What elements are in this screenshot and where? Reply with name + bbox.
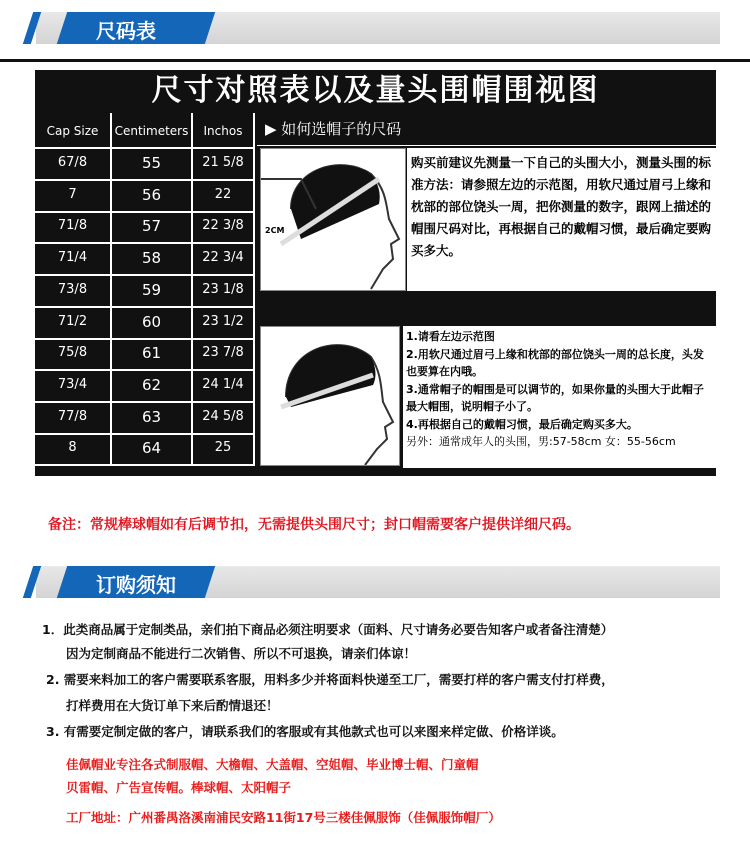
order-item-3: 3. 有需要定制定做的客户，请联系我们的客服或有其他款式也可以来图来样定做、价格详谈。 [46,724,564,739]
section-title: 订购须知 [96,573,176,597]
section-title: 尺码表 [96,19,156,43]
table-cell: 71/8 [35,212,112,244]
guide-text: 购买前建议先测量一下自己的头围大小，测量头围的标准方法：请参照左边的示范图，用软尺通过眉弓上缘和枕部的部位饶头一周，把你测量的数字，跟网上描述的帽围尺码对比，再根据自己的戴帽习惯，最后确定要购买多大。 [407,148,716,291]
guide-step: 另外：通常成年人的头围，男:57-58cm 女：55-56cm [406,435,676,448]
guide-steps [403,326,716,468]
table-cell: 23 1/8 [193,276,255,308]
head-measure-illustration-2 [260,326,400,466]
column-header: Centimeters [112,113,193,149]
table-cell: 73/4 [35,371,112,403]
table-cell: 25 [193,434,255,466]
table-cell: 75/8 [35,339,112,371]
order-item-2: 2. 需要来料加工的客户需要联系客服，用料多少并将面料快递至工厂，需要打样的客户需支付打样费， [46,672,614,687]
order-item-1-cont: 因为定制商品不能进行二次销售、所以不可退换，请亲们体谅！ [66,646,417,661]
table-cell: 8 [35,434,112,466]
guide-step: 3.通常帽子的帽围是可以调节的，如果你量的头围大于此帽子最大帽围，说明帽子小了。 [406,382,704,413]
head-measure-illustration [260,148,406,291]
table-cell: 63 [112,403,193,435]
table-cell: 67/8 [35,149,112,181]
table-cell: 22 3/4 [193,244,255,276]
order-item-2-cont: 打样费用在大货订单下来后酌情退还！ [66,698,279,713]
guide-title: ▶ 如何选帽子的尺码 [257,113,716,146]
table-cell: 7 [35,181,112,213]
guide-step: 2.用软尺通过眉弓上缘和枕部的部位饶头一周的总长度，头发也要算在内哦。 [406,347,704,378]
table-cell: 21 5/8 [193,149,255,181]
table-cell: 71/2 [35,308,112,340]
table-cell: 22 3/8 [193,212,255,244]
company-products: 佳佩帽业专注各式制服帽、大檐帽、大盖帽、空姐帽、毕业博士帽、门童帽 [66,757,479,772]
table-cell: 62 [112,371,193,403]
table-cell: 24 5/8 [193,403,255,435]
table-cell: 23 1/2 [193,308,255,340]
table-cell: 59 [112,276,193,308]
table-cell: 23 7/8 [193,339,255,371]
column-header: Cap Size [35,113,112,149]
table-cell: 77/8 [35,403,112,435]
size-board [35,70,716,476]
column-header: Inchos [193,113,255,149]
remark-note: 备注：常规棒球帽如有后调节扣，无需提供头围尺寸；封口帽需要客户提供详细尺码。 [48,517,580,533]
guide-step: 4.再根据自己的戴帽习惯，最后确定购买多大。 [406,417,638,431]
factory-address: 工厂地址：广州番禺洛溪南浦民安路11街17号三楼佳佩服饰（佳佩服饰帽厂） [66,810,501,825]
board-title: 尺寸对照表以及量头围帽围视图 [151,73,600,108]
company-products-cont: 贝雷帽、广告宣传帽。棒球帽、太阳帽子 [66,780,292,795]
table-cell: 58 [112,244,193,276]
table-cell: 71/4 [35,244,112,276]
table-cell: 24 1/4 [193,371,255,403]
guide-step: 1.请看左边示范图 [406,330,495,343]
table-cell: 56 [112,181,193,213]
table-cell: 57 [112,212,193,244]
table-cell: 22 [193,181,255,213]
table-cell: 60 [112,308,193,340]
divider [0,59,750,62]
table-cell: 64 [112,434,193,466]
order-item-1: 1．此类商品属于定制类品，亲们拍下商品必须注明要求（面料、尺寸请务必要告知客户或者备注清楚） [42,622,614,637]
table-cell: 61 [112,339,193,371]
table-cell: 55 [112,149,193,181]
table-cell: 73/8 [35,276,112,308]
label-2cm: 2CM [265,226,285,235]
